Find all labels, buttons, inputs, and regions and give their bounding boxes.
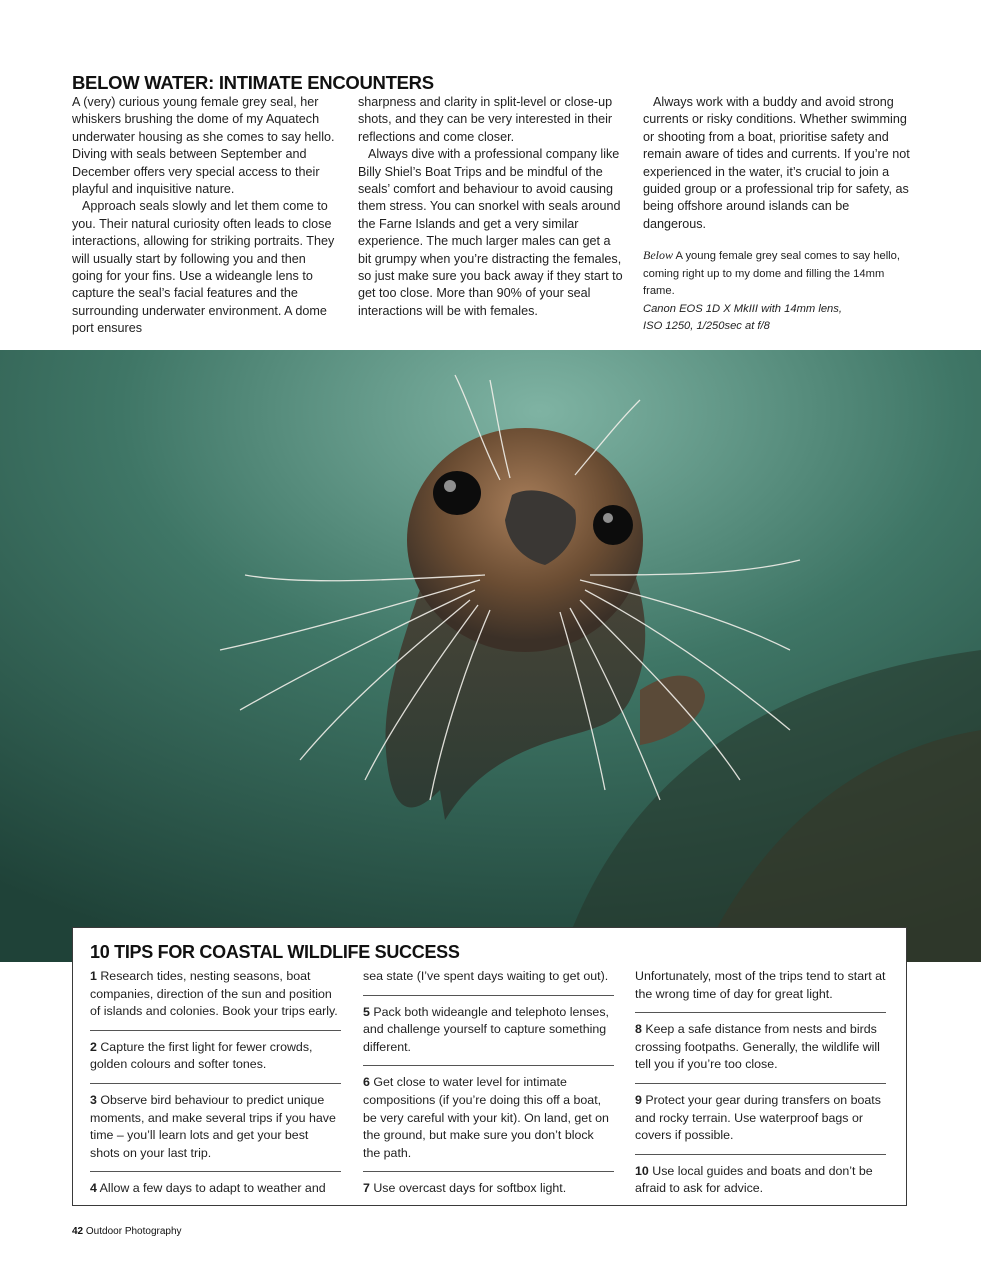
tip-text: Pack both wideangle and telephoto lenses, and challenge yourself to capture something different. xyxy=(363,1004,609,1054)
article-heading: BELOW WATER: INTIMATE ENCOUNTERS xyxy=(72,72,434,93)
article-paragraph: Always work with a buddy and avoid strong currents or risky conditions. Whether swimming or shooting from a boat, prioritise safety and remain aware of tides and currents. If you’re not experienced in the water, it’s crucial to join a guided group or a professional trip for safety, as being offshore around islands can be dangerous. xyxy=(643,95,910,231)
tip-text: Get close to water level for intimate compositions (if you’re doing this off a boat, be very careful with your kit). On land, get on the ground, but make sure you don’t block the path. xyxy=(363,1075,609,1160)
caption-exposure-settings: ISO 1250, 1/250sec at f/8 xyxy=(643,320,770,333)
tip-text: Unfortunately, most of the trips tend to start at the wrong time of day for great light. xyxy=(635,969,886,1001)
article-column-1 xyxy=(72,94,340,338)
caption-lead: Below xyxy=(643,248,673,263)
tip-9 xyxy=(635,1092,886,1155)
tip-number: 10 xyxy=(635,1163,649,1178)
tips-title: 10 TIPS FOR COASTAL WILDLIFE SUCCESS xyxy=(90,942,460,962)
tip-number: 8 xyxy=(635,1022,642,1037)
article-column-2 xyxy=(358,94,626,320)
article-paragraph: Approach seals slowly and let them come to you. Their natural curiosity often leads to close interactions, allowing for striking portraits. They will usually start by following you and then going for your fins. Use a wideangle lens to capture the seal’s facial features and the surrounding underwater environment. A dome port ensures xyxy=(72,199,335,336)
tip-number: 7 xyxy=(363,1181,370,1196)
tip-text: Observe bird behaviour to predict unique moments, and make several trips if you have time – you’ll learn lots and get your best shots on your last trip. xyxy=(90,1092,336,1160)
tip-number: 9 xyxy=(635,1092,642,1107)
tip-2 xyxy=(90,1039,341,1084)
tip-text: Use local guides and boats and don’t be afraid to ask for advice. xyxy=(635,1163,873,1196)
tip-number: 1 xyxy=(90,969,97,983)
tip-text: Keep a safe distance from nests and birds crossing footpaths. Generally, the wildlife will tell you if you’re too close. xyxy=(635,1022,880,1072)
page-number: 42 xyxy=(72,1226,84,1237)
article-paragraph: A (very) curious young female grey seal, her whiskers brushing the dome of my Aquatech underwater housing as she comes to say hello. Diving with seals between September and December offers very special access to their playful and inquisitive nature. xyxy=(72,95,335,197)
tip-number: 6 xyxy=(363,1075,370,1090)
tip-4-continued xyxy=(363,968,614,996)
tip-6 xyxy=(363,1074,614,1172)
tip-text: sea state (I’ve spent days waiting to get out). xyxy=(363,969,609,983)
tip-8 xyxy=(635,1021,886,1084)
caption-text: A young female grey seal comes to say hello, coming right up to my dome and filling the 14mm frame. xyxy=(643,250,900,298)
seal-photo xyxy=(0,350,981,962)
tip-5 xyxy=(363,1004,614,1067)
tip-3 xyxy=(90,1092,341,1172)
tip-1 xyxy=(90,968,341,1031)
magazine-name: Outdoor Photography xyxy=(85,1226,182,1237)
seal-eye-right xyxy=(593,505,633,545)
tips-column-1 xyxy=(90,968,341,1215)
tip-text: Capture the first light for fewer crowds, golden colours and softer tones. xyxy=(90,1039,313,1072)
tips-column-3 xyxy=(635,968,886,1215)
tip-number: 5 xyxy=(363,1004,370,1019)
article-paragraph: sharpness and clarity in split-level or close-up shots, and they can be very interested in their reflections and come closer. xyxy=(358,95,613,144)
tips-box xyxy=(72,927,907,1206)
page-footer xyxy=(72,1226,182,1237)
tip-10 xyxy=(635,1163,886,1207)
tip-number: 4 xyxy=(90,1181,97,1196)
article-paragraph: Always dive with a professional company like Billy Shiel’s Boat Trips and be mindful of the seals’ comfort and behaviour to avoid causing them stress. You can snorkel with seals around the Farne Islands and get a very similar experience. The much larger males can get a bit grumpy when you’re distracting the females, so just make sure you back away if they start to get too close. More than 90% of your seal interactions will be with females. xyxy=(358,147,623,318)
photo-caption xyxy=(643,247,913,336)
tip-4 xyxy=(90,1180,341,1207)
caption-camera-settings: Canon EOS 1D X MkIII with 14mm lens, xyxy=(643,302,842,315)
tip-text: Allow a few days to adapt to weather and xyxy=(99,1181,326,1196)
seal-eye-left xyxy=(433,471,481,515)
tip-text: Use overcast days for softbox light. xyxy=(373,1181,567,1196)
article-column-3 xyxy=(643,94,913,336)
tips-column-2 xyxy=(363,968,614,1215)
tip-7 xyxy=(363,1180,614,1207)
tip-text: Research tides, nesting seasons, boat companies, direction of the sun and position of islands and colonies. Book your trips early. xyxy=(90,969,338,1019)
tip-7-continued xyxy=(635,968,886,1013)
tip-text: Protect your gear during transfers on boats and rocky terrain. Use waterproof bags or covers if possible. xyxy=(635,1092,881,1143)
tip-number: 3 xyxy=(90,1092,97,1107)
seal-illustration xyxy=(0,350,981,962)
tip-number: 2 xyxy=(90,1039,97,1054)
